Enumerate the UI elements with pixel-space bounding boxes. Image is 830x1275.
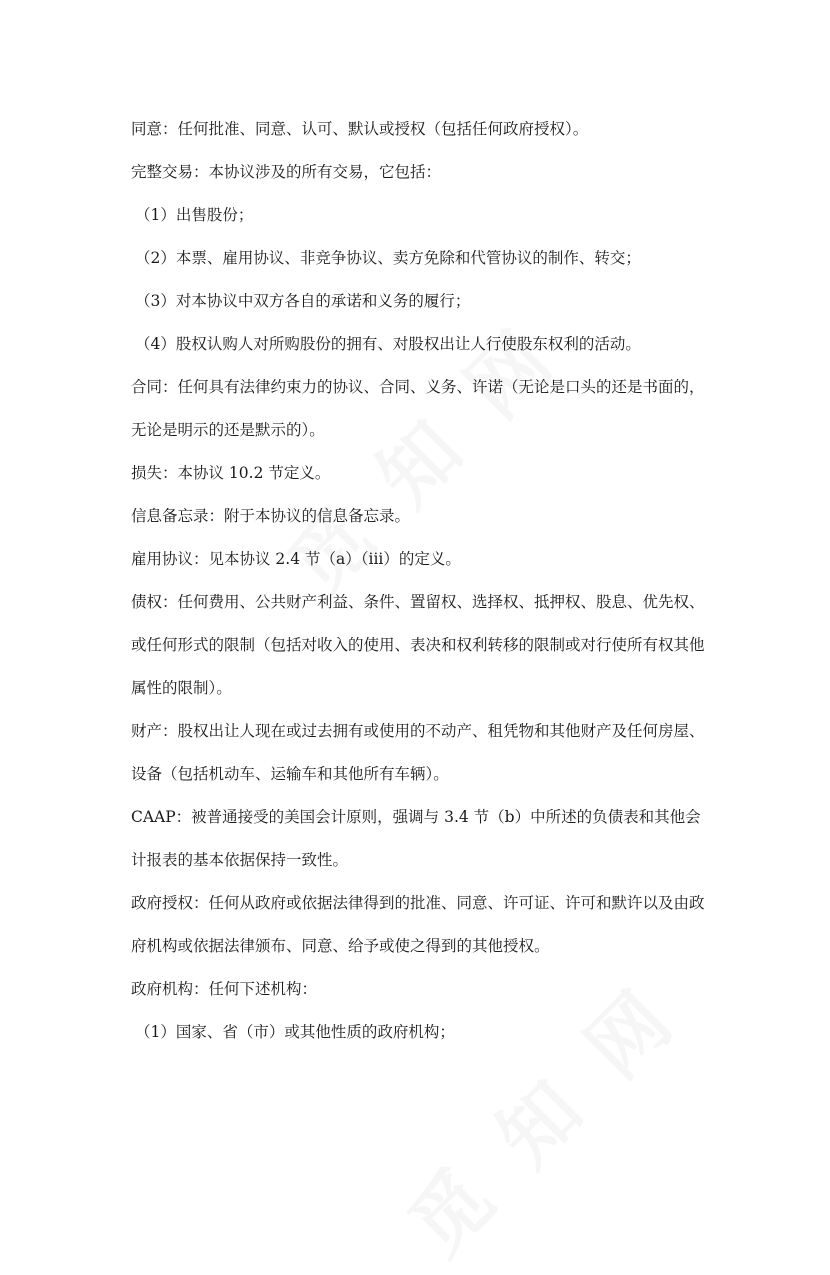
list-item: （1）出售股份； (135, 206, 254, 224)
list-item: （2）本票、雇用协议、非竞争协议、卖方免除和代管协议的制作、转交； (135, 249, 641, 267)
definition-paragraph: 合同：任何具有法律约束力的协议、合同、义务、许诺（无论是口头的还是书面的，无论是明示的还是默示的）。 (131, 378, 705, 439)
definition-paragraph: 债权：任何费用、公共财产利益、条件、置留权、选择权、抵押权、股息、优先权、或任何形式的限制（包括对收入的使用、表决和权利转移的限制或对行使所有权其他属性的限制）。 (131, 593, 705, 697)
definition-paragraph: 财产：股权出让人现在或过去拥有或使用的不动产、租凭物和其他财产及任何房屋、设备（包括机动车、运输车和其他所有车辆）。 (131, 722, 705, 783)
definition-paragraph: 损失：本协议 10.2 节定义。 (131, 464, 331, 482)
definition-paragraph: 政府授权：任何从政府或依据法律得到的批准、同意、许可证、许可和默许以及由政府机构或依据法律颁布、同意、给予或使之得到的其他授权。 (131, 894, 705, 955)
list-item: （4）股权认购人对所购股份的拥有、对股权出让人行使股东权利的活动。 (135, 335, 641, 353)
document-body (131, 108, 711, 1054)
definition-paragraph: 信息备忘录：附于本协议的信息备忘录。 (131, 507, 411, 525)
definition-paragraph: 雇用协议：见本协议 2.4 节（a）（iii）的定义。 (131, 550, 461, 568)
list-item: （3）对本协议中双方各自的承诺和义务的履行； (135, 292, 471, 310)
list-item: （1）国家、省（市）或其他性质的政府机构； (135, 1023, 455, 1041)
definition-paragraph: 完整交易：本协议涉及的所有交易，它包括： (131, 163, 442, 181)
definition-paragraph: 同意：任何批准、同意、认可、默认或授权（包括任何政府授权）。 (131, 120, 589, 138)
definition-paragraph: CAAP：被普通接受的美国会计原则，强调与 3.4 节（b）中所述的负债表和其他会计报表的基本依据保持一致性。 (131, 808, 701, 869)
definition-paragraph: 政府机构：任何下述机构： (131, 980, 318, 998)
